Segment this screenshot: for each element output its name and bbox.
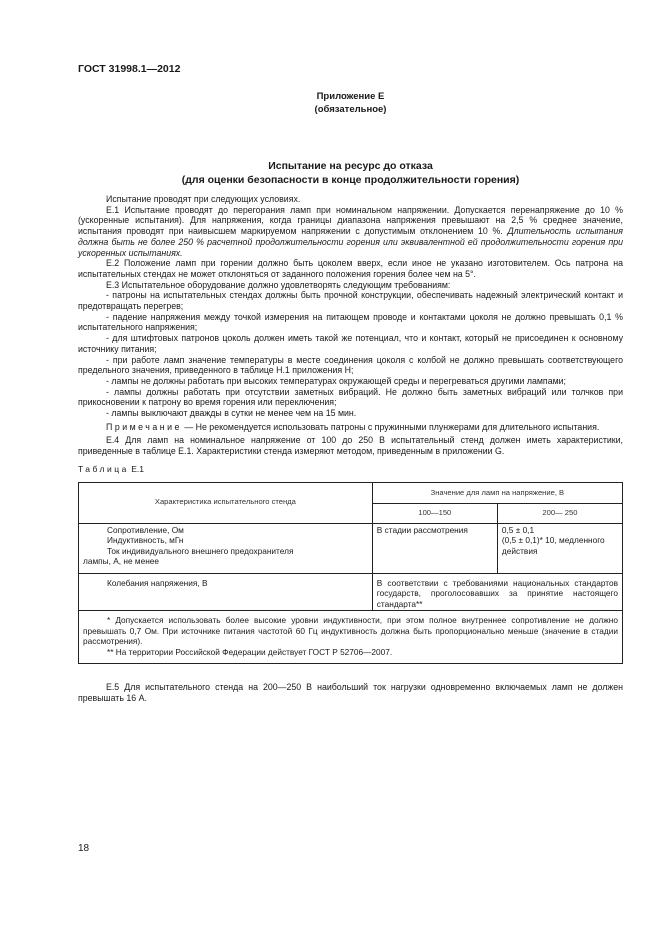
row1-characteristics xyxy=(79,523,373,573)
document-header: ГОСТ 31998.1—2012 xyxy=(78,63,181,75)
section-heading xyxy=(78,159,623,187)
table-caption-label: Таблица xyxy=(78,463,129,474)
footnote-1: * Допускается использовать более высокие уровни индуктивности, при этом полное внутреннее сопротивление не должно превышать 0,7 Ом. При источнике питания частотой 60 Гц индуктивность должна быть пропорционально меньше (значение в стадии рассмотрения). xyxy=(83,615,618,647)
table-footnotes xyxy=(79,611,623,664)
table-e1 xyxy=(78,482,623,665)
row1-value-100-150: В стадии рассмотрения xyxy=(372,523,497,573)
cell-text: 0,5 ± 0,1 xyxy=(501,524,535,535)
list-item: - лампы должны работать при отсутствии заметных вибраций. Не должно быть заметных вибраций или толчков при прикосновении к патрону во время горения или переключения; xyxy=(78,386,623,408)
table-caption xyxy=(78,464,623,475)
table-footnotes-row xyxy=(79,611,623,664)
page-number: 18 xyxy=(78,843,90,854)
paragraph-e3: E.3 Испытательное оборудование должно удовлетворять следующим требованиям: xyxy=(106,279,451,290)
document-body xyxy=(78,194,623,703)
appendix-title: Приложение E xyxy=(316,91,385,102)
paragraph-e5: E.5 Для испытательного стенда на 200—250 В наибольший ток нагрузки одновременно включаемых ламп не должен превышать 16 А. xyxy=(78,682,623,703)
paragraph-e1-main: E.1 Испытание проводят до перегорания ламп при номинальном напряжении. Допускается перенапряжение до 10 % (ускоренные испытания). Для напряжения, когда границы диапазона напряжения превышают на 2,5 % среднее значение, испытания проводят при наивысшем маркируемом напряжении с допустимым отклонением 10 %. xyxy=(78,204,623,237)
table-row xyxy=(79,523,623,573)
appendix-status: (обязательное) xyxy=(314,104,387,115)
cell-text: Индуктивность, мГн xyxy=(107,535,184,546)
header-characteristic: Характеристика испытательного стенда xyxy=(79,482,373,523)
row2-value: В соответствии с требованиями национальных стандартов государств, проголосовавших за принятие настоящего стандарта** xyxy=(372,573,622,611)
section-title-line1: Испытание на ресурс до отказа xyxy=(268,160,433,172)
cell-text: лампы, А, не менее xyxy=(83,556,160,567)
paragraph-e4: E.4 Для ламп на номинальное напряжение от 100 до 250 В испытательный стенд должен иметь характеристики, приведенные в таблице E.1. Характеристики стенда измеряют методом, приведенным в приложении G. xyxy=(78,435,623,457)
paragraph-e1-italic: Длительность испытания должна быть не более 250 % расчетной продолжительности горения или эквивалентной ей продолжительности горения при ускоренных испытаниях. xyxy=(78,226,623,258)
table-row xyxy=(79,573,623,611)
list-item: - при работе ламп значение температуры в месте соединения цоколя с колбой не должно превышать соответствующего предельного значения, приведенного в таблице H.1 приложения H; xyxy=(78,354,623,376)
cell-text: Ток индивидуального внешнего предохранителя xyxy=(107,545,294,556)
header-col-100-150: 100—150 xyxy=(372,504,497,524)
note-label: Примечание xyxy=(106,421,182,432)
section-title-line2: (для оценки безопасности в конце продолжительности горения) xyxy=(181,174,520,186)
row2-characteristic: Колебания напряжения, В xyxy=(79,573,373,611)
row1-value-200-250 xyxy=(497,523,622,573)
list-item: - лампы не должны работать при высоких температурах окружающей среды и перегреваться другими лампами; xyxy=(106,375,566,386)
cell-text: (0,5 ± 0,1)* 10, медленного xyxy=(501,535,605,546)
note xyxy=(78,422,623,433)
cell-text: Сопротивление, Ом xyxy=(107,524,184,535)
cell-text: действия xyxy=(501,545,538,556)
intro-paragraph: Испытание проводят при следующих условиях. xyxy=(106,194,301,204)
list-item: - падение напряжения между точкой измерения на питающем проводе и контактами цоколя не должно превышать 0,1 % испытательного напряжения; xyxy=(78,311,623,333)
paragraph-e2: E.2 Положение ламп при горении должно быть цоколем вверх, если иное не указано изготовителем. Ось патрона на испытательных стендах не может отклоняться от заданного положения горения более чем на 5°. xyxy=(78,258,623,279)
table-caption-number: E.1 xyxy=(128,463,144,474)
list-item: - для штифтовых патронов цоколь должен иметь такой же потенциал, что и контакт, который не присоединен к основному источнику питания; xyxy=(78,333,623,354)
list-item: - патроны на испытательных стендах должны быть прочной конструкции, обеспечивать надежный электрический контакт и предотвращать перегрев; xyxy=(78,290,623,312)
paragraph-e1 xyxy=(78,205,623,259)
header-values: Значение для ламп на напряжение, В xyxy=(372,482,622,504)
note-text: — Не рекомендуется использовать патроны с пружинными плунжерами для длительного испытания. xyxy=(181,421,600,432)
appendix-heading xyxy=(78,90,623,116)
header-col-200-250: 200— 250 xyxy=(497,504,622,524)
list-item: - лампы выключают дважды в сутки не менее чем на 15 мин. xyxy=(106,408,357,419)
footnote-2: ** На территории Российской Федерации действует ГОСТ Р 52706—2007. xyxy=(107,646,393,657)
